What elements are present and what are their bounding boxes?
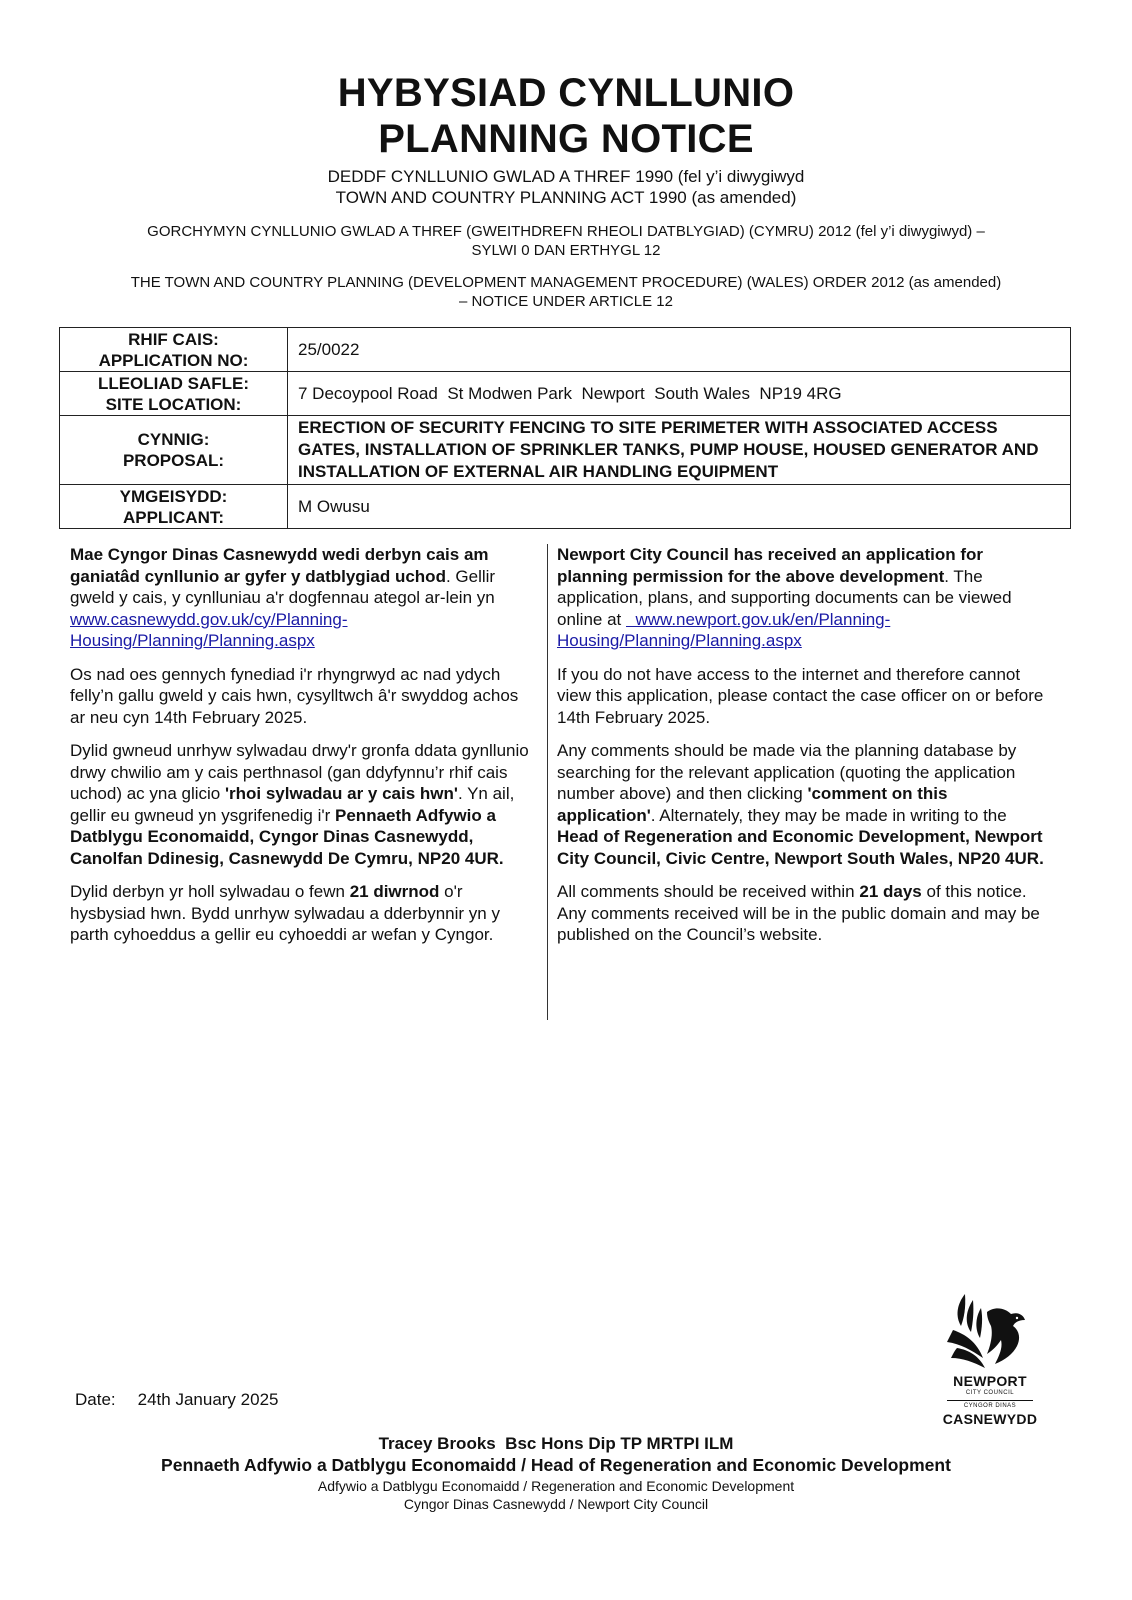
- signatory-department: Adfywio a Datblygu Economaidd / Regeneration and Economic Development: [317, 1478, 795, 1494]
- logo-newport-text: NEWPORT: [953, 1373, 1027, 1389]
- date-label: Date:: [75, 1390, 116, 1409]
- logo-divider: [947, 1400, 1033, 1401]
- label-english: PROPOSAL:: [122, 451, 225, 470]
- applicant-value: M Owusu: [288, 485, 1071, 529]
- newport-council-logo: [935, 1290, 1045, 1430]
- table-row: [60, 372, 1071, 416]
- logo-cyngor-dinas-text: CYNGOR DINAS: [963, 1403, 1017, 1409]
- label-english: APPLICATION NO:: [98, 350, 249, 370]
- signatory-title: Pennaeth Adfywio a Datblygu Economaidd / Head of Regeneration and Economic Development: [161, 1455, 951, 1475]
- label-welsh: CYNNIG:: [137, 430, 210, 449]
- signatory-council: Cyngor Dinas Casnewydd / Newport City Council: [403, 1496, 709, 1512]
- logo-casnewydd-text: CASNEWYDD: [942, 1411, 1038, 1427]
- order-english: THE TOWN AND COUNTRY PLANNING (DEVELOPMENT MANAGEMENT PROCEDURE) (WALES) ORDER 2012 (as amended) – NOTICE UNDER ARTICLE 12: [130, 274, 1002, 310]
- table-row: [60, 416, 1071, 485]
- proposal-value: ERECTION OF SECURITY FENCING TO SITE PERIMETER WITH ASSOCIATED ACCESS GATES, INSTALLATION OF SPRINKLER TANKS, PUMP HOUSE, HOUSED GENERATOR AND INSTALLATION OF EXTERNAL AIR HANDLING EQUIPMENT: [288, 416, 1071, 485]
- column-divider: [547, 544, 548, 1020]
- application-details-table: [59, 327, 1071, 529]
- english-column: [557, 544, 1047, 958]
- welsh-paragraph-4: Dylid derbyn yr holl sylwadau o fewn 21 diwrnod o'r hysbysiad hwn. Bydd unrhyw sylwadau a dderbynnir yn y parth cyhoeddus a gellir eu cyhoeddi ar wefan y Cyngor.: [70, 882, 500, 944]
- signatory-name: Tracey Brooks Bsc Hons Dip TP MRTPI ILM: [378, 1434, 734, 1453]
- act-welsh: DEDDF CYNLLUNIO GWLAD A THREF 1990 (fel y’i diwygiwyd: [327, 167, 805, 186]
- order-welsh: GORCHYMYN CYNLLUNIO GWLAD A THREF (GWEITHDREFN RHEOLI DATBLYGIAD) (CYMRU) 2012 (fel y’i diwygiwyd) – SYLWI 0 DAN ERTHYGL 12: [147, 223, 985, 259]
- act-english: TOWN AND COUNTRY PLANNING ACT 1990 (as amended): [335, 188, 797, 207]
- welsh-planning-link[interactable]: www.casnewydd.gov.uk/cy/Planning-Housing/Planning/Planning.aspx: [70, 609, 348, 650]
- proposal-label: [60, 416, 288, 485]
- english-paragraph-3: Any comments should be made via the planning database by searching for the relevant application (quoting the application number above) and then clicking 'comment on this application'. Alternately, they may be made in writing to the Head of Regeneration and Economic Development, Newport City Council, Civic Centre, Newport South Wales, NP20 4UR.: [557, 741, 1044, 868]
- welsh-paragraph-2: Os nad oes gennych fynediad i'r rhyngrwyd ac nad ydych felly’n gallu gweld y cais hwn, cysylltwch â'r swyddog achos ar neu cyn 14th February 2025.: [70, 664, 519, 727]
- applicant-label: [60, 485, 288, 529]
- logo-city-council-text: CITY COUNCIL: [965, 1390, 1015, 1396]
- notice-date: [75, 1390, 278, 1410]
- dragon-icon: [935, 1290, 1045, 1372]
- english-paragraph-4: All comments should be received within 21 days of this notice. Any comments received will be in the public domain and may be published on the Council’s website.: [557, 882, 1040, 944]
- welsh-paragraph-3: Dylid gwneud unrhyw sylwadau drwy'r gronfa ddata gynllunio drwy chwilio am y cais perthnasol (gan ddyfynnu’r rhif cais uchod) ac yna glicio 'rhoi sylwadau ar y cais hwn'. Yn ail, gellir eu gwneud yn ysgrifenedig i'r Pennaeth Adfywio a Datblygu Economaidd, Cyngor Dinas Casnewydd, Canolfan Ddinesig, Casnewydd De Cymru, NP20 4UR.: [70, 741, 529, 868]
- date-value: 24th January 2025: [137, 1390, 279, 1409]
- english-paragraph-2: If you do not have access to the internet and therefore cannot view this application, please contact the case officer on or before 14th February 2025.: [557, 664, 1044, 727]
- welsh-column: [70, 544, 534, 958]
- label-welsh: YMGEISYDD:: [119, 486, 228, 506]
- site-location-value: 7 Decoypool Road St Modwen Park Newport South Wales NP19 4RG: [288, 372, 1071, 416]
- application-no-value: 25/0022: [288, 328, 1071, 372]
- title-welsh: HYBYSIAD CYNLLUNIO: [337, 71, 795, 115]
- english-planning-link[interactable]: www.newport.gov.uk/en/Planning-Housing/Planning/Planning.aspx: [557, 609, 891, 650]
- welsh-paragraph-1: Mae Cyngor Dinas Casnewydd wedi derbyn cais am ganiatâd cynllunio ar gyfer y datblygiad uchod. Gellir gweld y cais, y cynlluniau a'r dogfennau ategol ar-lein yn www.casnewydd.gov.uk/cy/Planning-Housing/Planning/Planning.aspx: [70, 545, 496, 650]
- label-welsh: RHIF CAIS:: [128, 329, 219, 349]
- title-english: PLANNING NOTICE: [378, 117, 754, 161]
- table-row: [60, 485, 1071, 529]
- table-row: [60, 328, 1071, 372]
- english-paragraph-1: Newport City Council has received an application for planning permission for the above development. The application, plans, and supporting documents can be viewed online at www.newport.gov.uk/en/Planning-Housing/Planning/Planning.aspx: [557, 545, 1012, 650]
- site-location-label: [60, 372, 288, 416]
- label-english: SITE LOCATION:: [105, 394, 242, 414]
- label-english: APPLICANT:: [122, 507, 225, 527]
- label-welsh: LLEOLIAD SAFLE:: [97, 373, 250, 393]
- application-no-label: [60, 328, 288, 372]
